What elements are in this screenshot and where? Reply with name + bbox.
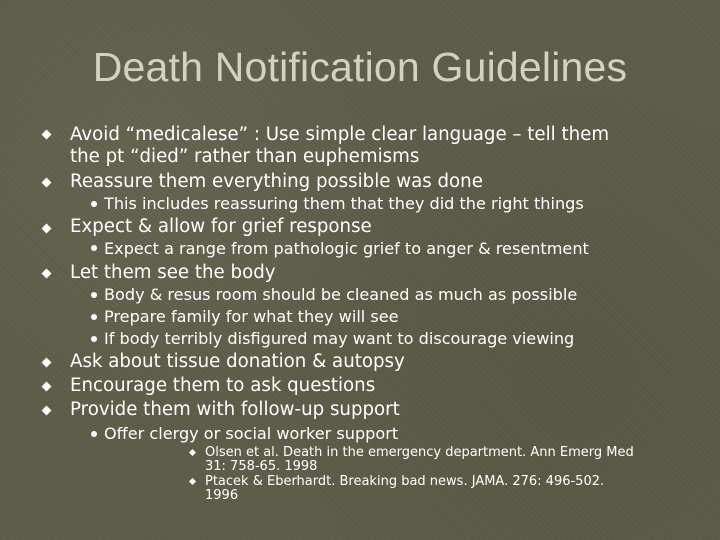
sub-bullet-text: This includes reassuring them that they did the right things (104, 194, 584, 213)
slide-title: Death Notification Guidelines (92, 44, 628, 90)
reference-diamond-icon (189, 478, 196, 485)
bullet-diamond-icon (42, 130, 52, 140)
sub-bullet-text: Offer clergy or social worker support (104, 424, 399, 443)
sub-bullet-dot-icon (91, 431, 97, 437)
sub-bullet-text: Body & resus room should be cleaned as much as possible (104, 285, 578, 304)
bullet-diamond-icon (42, 224, 52, 234)
reference-text-continued: 31: 758-65. 1998 (205, 459, 318, 474)
sub-bullet-dot-icon (91, 292, 97, 298)
sub-bullet-dot-icon (91, 201, 97, 207)
sub-bullet-text: Prepare family for what they will see (104, 307, 399, 326)
reference-text: Olsen et al. Death in the emergency department. Ann Emerg Med (205, 445, 634, 460)
bullet-text: Avoid “medicalese” : Use simple clear language – tell them (70, 124, 610, 145)
bullet-text: Reassure them everything possible was done (70, 171, 483, 192)
bullet-diamond-icon (42, 178, 52, 188)
sub-bullet-dot-icon (91, 314, 97, 320)
bullet-diamond-icon (42, 406, 52, 416)
reference-text-continued: 1996 (205, 488, 239, 503)
sub-bullet-text: Expect a range from pathologic grief to anger & resentment (104, 239, 589, 258)
bullet-diamond-icon (42, 269, 52, 279)
reference-diamond-icon (189, 449, 196, 456)
bullet-diamond-icon (42, 382, 52, 392)
bullet-text: Ask about tissue donation & autopsy (70, 351, 405, 372)
bullet-diamond-icon (42, 358, 52, 368)
bullet-text: Expect & allow for grief response (70, 216, 372, 237)
bullet-text: Let them see the body (70, 262, 276, 283)
sub-bullet-text: If body terribly disfigured may want to discourage viewing (104, 329, 575, 348)
bullet-text-continued: the pt “died” rather than euphemisms (70, 146, 420, 167)
reference-text: Ptacek & Eberhardt. Breaking bad news. JAMA. 276: 496-502. (205, 474, 605, 489)
sub-bullet-dot-icon (91, 245, 97, 251)
sub-bullet-dot-icon (91, 336, 97, 342)
bullet-text: Provide them with follow-up support (70, 399, 400, 420)
bullet-text: Encourage them to ask questions (70, 375, 376, 396)
